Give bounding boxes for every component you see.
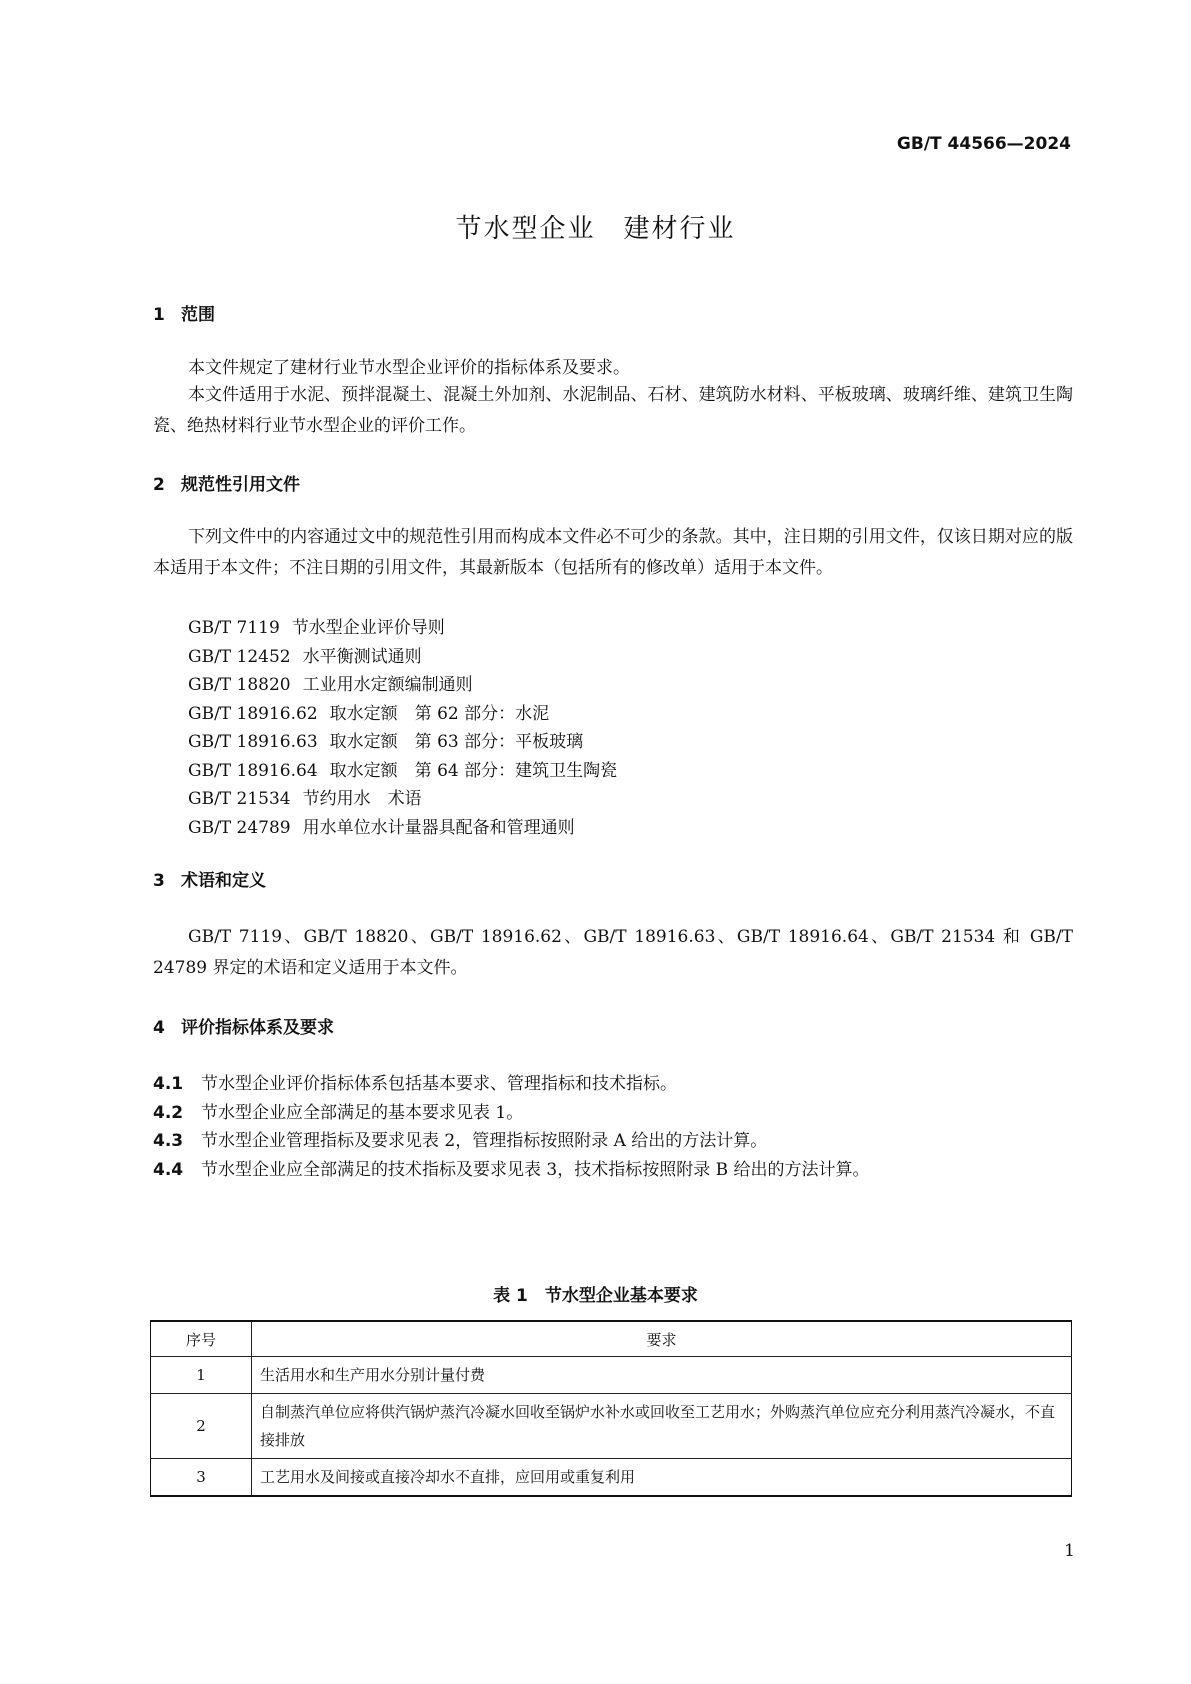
reference-item bbox=[188, 756, 617, 781]
reference-title: 取水定额 第 64 部分：建筑卫生陶瓷 bbox=[329, 761, 618, 781]
reference-title: 工业用水定额编制通则 bbox=[302, 675, 473, 695]
requirement-cell: 生活用水和生产用水分别计量付费 bbox=[252, 1357, 1072, 1394]
paragraph: 下列文件中的内容通过文中的规范性引用而构成本文件必不可少的条款。其中，注日期的引用文件，仅该日期对应的版本适用于本文件；不注日期的引用文件，其最新版本（包括所有的修改单）适用于本文件。 bbox=[153, 527, 1073, 578]
clause-text: 节水型企业应全部满足的技术指标及要求见表 3，技术指标按照附录 B 给出的方法计算。 bbox=[201, 1160, 870, 1180]
reference-title: 取水定额 第 62 部分：水泥 bbox=[329, 704, 550, 724]
reference-item bbox=[188, 642, 422, 667]
reference-title: 取水定额 第 63 部分：平板玻璃 bbox=[329, 732, 584, 752]
reference-code: GB/T 18916.64 bbox=[188, 761, 318, 781]
page-number: 1 bbox=[1064, 1541, 1075, 1561]
table-row bbox=[151, 1394, 1072, 1459]
row-number: 3 bbox=[151, 1459, 252, 1497]
reference-code: GB/T 18916.63 bbox=[188, 732, 318, 752]
section-title: 规范性引用文件 bbox=[181, 475, 300, 495]
table-row bbox=[151, 1357, 1072, 1394]
requirement-cell: 自制蒸汽单位应将供汽锅炉蒸汽冷凝水回收至锅炉水补水或回收至工艺用水；外购蒸汽单位应充分利用蒸汽冷凝水，不直接排放 bbox=[252, 1394, 1072, 1459]
section-1-heading bbox=[153, 300, 215, 325]
standard-code: GB/T 44566—2024 bbox=[896, 134, 1071, 154]
section-number: 2 bbox=[153, 475, 165, 495]
paragraph: 本文件规定了建材行业节水型企业评价的指标体系及要求。 bbox=[188, 358, 630, 378]
section-title: 术语和定义 bbox=[181, 871, 266, 891]
section-title: 评价指标体系及要求 bbox=[181, 1018, 334, 1038]
reference-item bbox=[188, 727, 583, 752]
clause-number: 4.1 bbox=[153, 1074, 184, 1094]
clause bbox=[153, 1098, 523, 1123]
clause-text: 节水型企业评价指标体系包括基本要求、管理指标和技术指标。 bbox=[201, 1074, 677, 1094]
clause bbox=[153, 1126, 767, 1151]
paragraph: 本文件适用于水泥、预拌混凝土、混凝土外加剂、水泥制品、石材、建筑防水材料、平板玻璃、玻璃纤维、建筑卫生陶瓷、绝热材料行业节水型企业的评价工作。 bbox=[153, 385, 1073, 436]
clause bbox=[153, 1069, 677, 1094]
reference-item bbox=[188, 670, 473, 695]
clause-number: 4.4 bbox=[153, 1160, 184, 1180]
section-number: 1 bbox=[153, 305, 165, 325]
section-number: 4 bbox=[153, 1018, 165, 1038]
reference-code: GB/T 24789 bbox=[188, 818, 291, 838]
column-header: 要求 bbox=[252, 1321, 1072, 1357]
reference-code: GB/T 12452 bbox=[188, 647, 291, 667]
table-row bbox=[151, 1459, 1072, 1497]
reference-code: GB/T 7119 bbox=[188, 618, 280, 638]
requirement-cell: 工艺用水及间接或直接冷却水不直排，应回用或重复利用 bbox=[252, 1459, 1072, 1497]
reference-item bbox=[188, 699, 549, 724]
clause-number: 4.3 bbox=[153, 1131, 184, 1151]
reference-code: GB/T 18820 bbox=[188, 675, 291, 695]
reference-item bbox=[188, 784, 422, 809]
section-2-heading bbox=[153, 470, 300, 495]
clause-text: 节水型企业管理指标及要求见表 2，管理指标按照附录 A 给出的方法计算。 bbox=[201, 1131, 768, 1151]
clause-number: 4.2 bbox=[153, 1103, 184, 1123]
clause-text: 节水型企业应全部满足的基本要求见表 1。 bbox=[201, 1103, 524, 1123]
section-4-heading bbox=[153, 1013, 334, 1038]
reference-item bbox=[188, 813, 575, 838]
table-caption: 表 1 节水型企业基本要求 bbox=[493, 1286, 698, 1306]
row-number: 1 bbox=[151, 1357, 252, 1394]
reference-code: GB/T 21534 bbox=[188, 789, 291, 809]
reference-title: 节约用水 术语 bbox=[302, 789, 422, 809]
reference-code: GB/T 18916.62 bbox=[188, 704, 318, 724]
reference-title: 水平衡测试通则 bbox=[302, 647, 422, 667]
section-3-heading bbox=[153, 866, 266, 891]
column-header: 序号 bbox=[151, 1321, 252, 1357]
section-title: 范围 bbox=[181, 305, 215, 325]
requirements-table bbox=[150, 1320, 1072, 1497]
table-header-row bbox=[151, 1321, 1072, 1357]
page-title: 节水型企业 建材行业 bbox=[455, 214, 736, 244]
reference-title: 节水型企业评价导则 bbox=[291, 618, 445, 638]
reference-item bbox=[188, 613, 445, 638]
row-number: 2 bbox=[151, 1394, 252, 1459]
reference-title: 用水单位水计量器具配备和管理通则 bbox=[302, 818, 575, 838]
clause bbox=[153, 1155, 870, 1180]
paragraph: GB/T 7119、GB/T 18820、GB/T 18916.62、GB/T 18916.63、GB/T 18916.64、GB/T 21534 和 GB/T 24789 界定的术语和定义适用于本文件。 bbox=[153, 927, 1073, 978]
section-number: 3 bbox=[153, 871, 165, 891]
